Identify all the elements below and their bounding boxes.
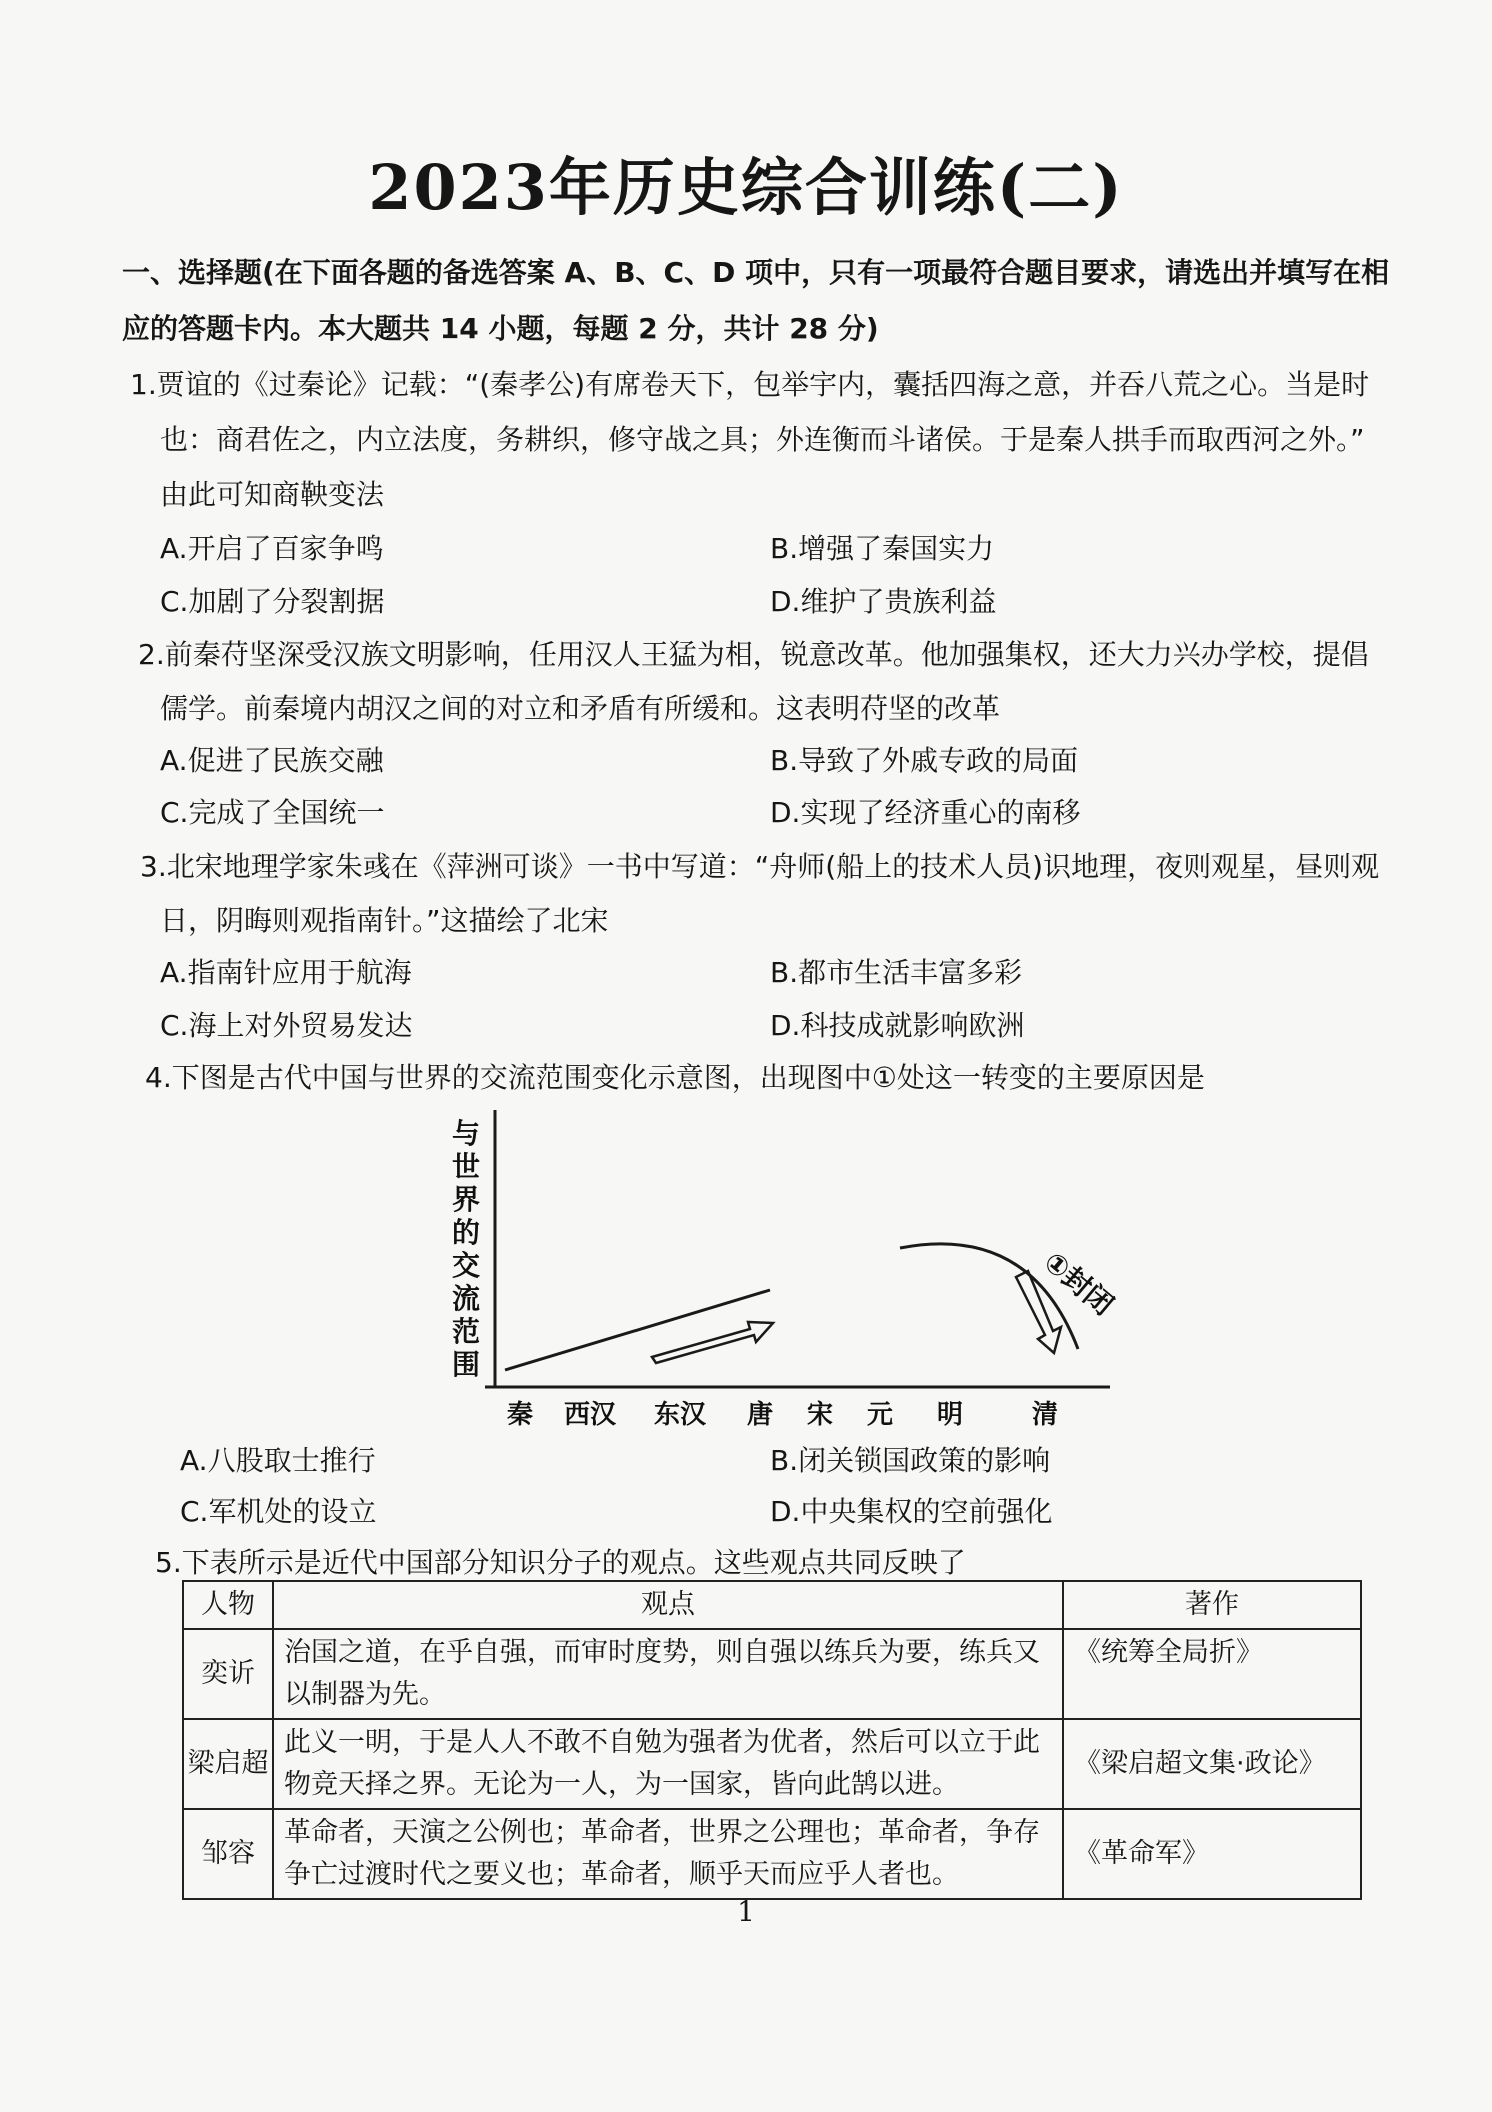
- x-tick-label: 西汉: [563, 1400, 617, 1430]
- table-row: [183, 1809, 1361, 1899]
- question-4-option-c: C.军机处的设立: [180, 1495, 377, 1528]
- header-work: 著作: [1063, 1581, 1361, 1629]
- x-tick-label: 宋: [806, 1400, 834, 1430]
- table-row: [183, 1719, 1361, 1809]
- question-2-option-d: D.实现了经济重心的南移: [770, 796, 1081, 829]
- person-cell: 奕䜣: [183, 1629, 273, 1719]
- question-3-line-1: 3.北宋地理学家朱彧在《萍洲可谈》一书中写道：“舟师(船上的技术人员)识地理，夜则观星，昼则观: [140, 850, 1380, 883]
- x-axis-ticks: [507, 1399, 1058, 1430]
- question-4-option-b: B.闭关锁国政策的影响: [770, 1444, 1051, 1477]
- y-label-char: 界: [451, 1183, 481, 1216]
- view-cell: 治国之道，在乎自强，而审时度势，则自强以练兵为要，练兵又以制器为先。: [273, 1629, 1063, 1719]
- question-2-line-2: 儒学。前秦境内胡汉之间的对立和矛盾有所缓和。这表明苻坚的改革: [160, 692, 1001, 725]
- question-1-line-3: 由此可知商鞅变法: [160, 478, 385, 511]
- question-2-option-c: C.完成了全国统一: [160, 796, 385, 829]
- rising-arrow-icon: [652, 1322, 773, 1363]
- view-cell: 此义一明，于是人人不敢不自勉为强者为优者，然后可以立于此物竞天择之界。无论为一人，为一国家，皆向此鹄以进。: [273, 1719, 1063, 1809]
- person-cell: 梁启超: [183, 1719, 273, 1809]
- question-2-line-1: 2.前秦苻坚深受汉族文明影响，任用汉人王猛为相，锐意改革。他加强集权，还大力兴办学校，提倡: [138, 638, 1369, 671]
- page-title: 2023年历史综合训练(二): [368, 151, 1124, 224]
- header-view: 观点: [273, 1581, 1063, 1629]
- question-1-line-1: 1.贾谊的《过秦论》记载：“(秦孝公)有席卷天下，包举宇内，囊括四海之意，并吞八荒之心。当是时: [130, 368, 1370, 401]
- question-3-option-a: A.指南针应用于航海: [160, 956, 412, 989]
- y-label-char: 流: [451, 1282, 481, 1315]
- table-row: [183, 1629, 1361, 1719]
- header-person: 人物: [183, 1581, 273, 1629]
- question-3-option-b: B.都市生活丰富多彩: [770, 956, 1023, 989]
- question-4-line-1: 4.下图是古代中国与世界的交流范围变化示意图，出现图中①处这一转变的主要原因是: [145, 1061, 1205, 1094]
- view-cell: 革命者，天演之公例也；革命者，世界之公理也；革命者，争存争亡过渡时代之要义也；革命者，顺乎天而应乎人者也。: [273, 1809, 1063, 1899]
- question-4-option-d: D.中央集权的空前强化: [770, 1495, 1053, 1528]
- y-label-char: 的: [451, 1216, 481, 1249]
- question-3-line-2: 日，阴晦则观指南针。”这描绘了北宋: [160, 904, 609, 937]
- question-2-option-a: A.促进了民族交融: [160, 744, 384, 777]
- work-cell: 《统筹全局折》: [1063, 1629, 1361, 1719]
- x-tick-label: 清: [1031, 1400, 1059, 1430]
- closed-annotation: ①封闭: [1037, 1245, 1120, 1322]
- y-label-char: 交: [451, 1249, 481, 1282]
- work-cell: 《梁启超文集·政论》: [1063, 1719, 1361, 1809]
- y-label-char: 围: [451, 1348, 481, 1381]
- opinions-table: [182, 1580, 1362, 1900]
- x-tick-label: 秦: [506, 1400, 534, 1430]
- section-instruction-line-2: 应的答题卡内。本大题共 14 小题，每题 2 分，共计 28 分): [122, 312, 879, 345]
- person-cell: 邹容: [183, 1809, 273, 1899]
- x-tick-label: 元: [866, 1400, 894, 1430]
- y-axis-label: [452, 1117, 480, 1381]
- question-1-option-b: B.增强了秦国实力: [770, 532, 995, 565]
- y-label-char: 范: [451, 1315, 481, 1348]
- question-3-option-c: C.海上对外贸易发达: [160, 1009, 413, 1042]
- x-tick-label: 明: [936, 1400, 964, 1430]
- question-4-option-a: A.八股取士推行: [180, 1444, 376, 1477]
- table-header-row: [183, 1581, 1361, 1629]
- work-cell: 《革命军》: [1063, 1809, 1361, 1899]
- question-1-option-a: A.开启了百家争鸣: [160, 532, 384, 565]
- question-1-option-c: C.加剧了分裂割据: [160, 585, 385, 618]
- exchange-range-diagram: [450, 1105, 1130, 1435]
- y-label-char: 与: [451, 1117, 481, 1150]
- y-label-char: 世: [451, 1150, 481, 1183]
- question-1-option-d: D.维护了贵族利益: [770, 585, 997, 618]
- x-tick-label: 东汉: [653, 1400, 707, 1430]
- question-2-option-b: B.导致了外戚专政的局面: [770, 744, 1079, 777]
- question-1-line-2: 也：商君佐之，内立法度，务耕织，修守战之具；外连衡而斗诸侯。于是秦人拱手而取西河之外。”: [160, 423, 1365, 456]
- question-3-option-d: D.科技成就影响欧洲: [770, 1009, 1025, 1042]
- question-5-line-1: 5.下表所示是近代中国部分知识分子的观点。这些观点共同反映了: [155, 1546, 966, 1579]
- rising-trend-line: [505, 1290, 770, 1370]
- x-tick-label: 唐: [746, 1400, 774, 1430]
- page-number: 1: [737, 1895, 755, 1928]
- section-instruction-line-1: 一、选择题(在下面各题的备选答案 A、B、C、D 项中，只有一项最符合题目要求，请选出并填写在相: [122, 256, 1390, 289]
